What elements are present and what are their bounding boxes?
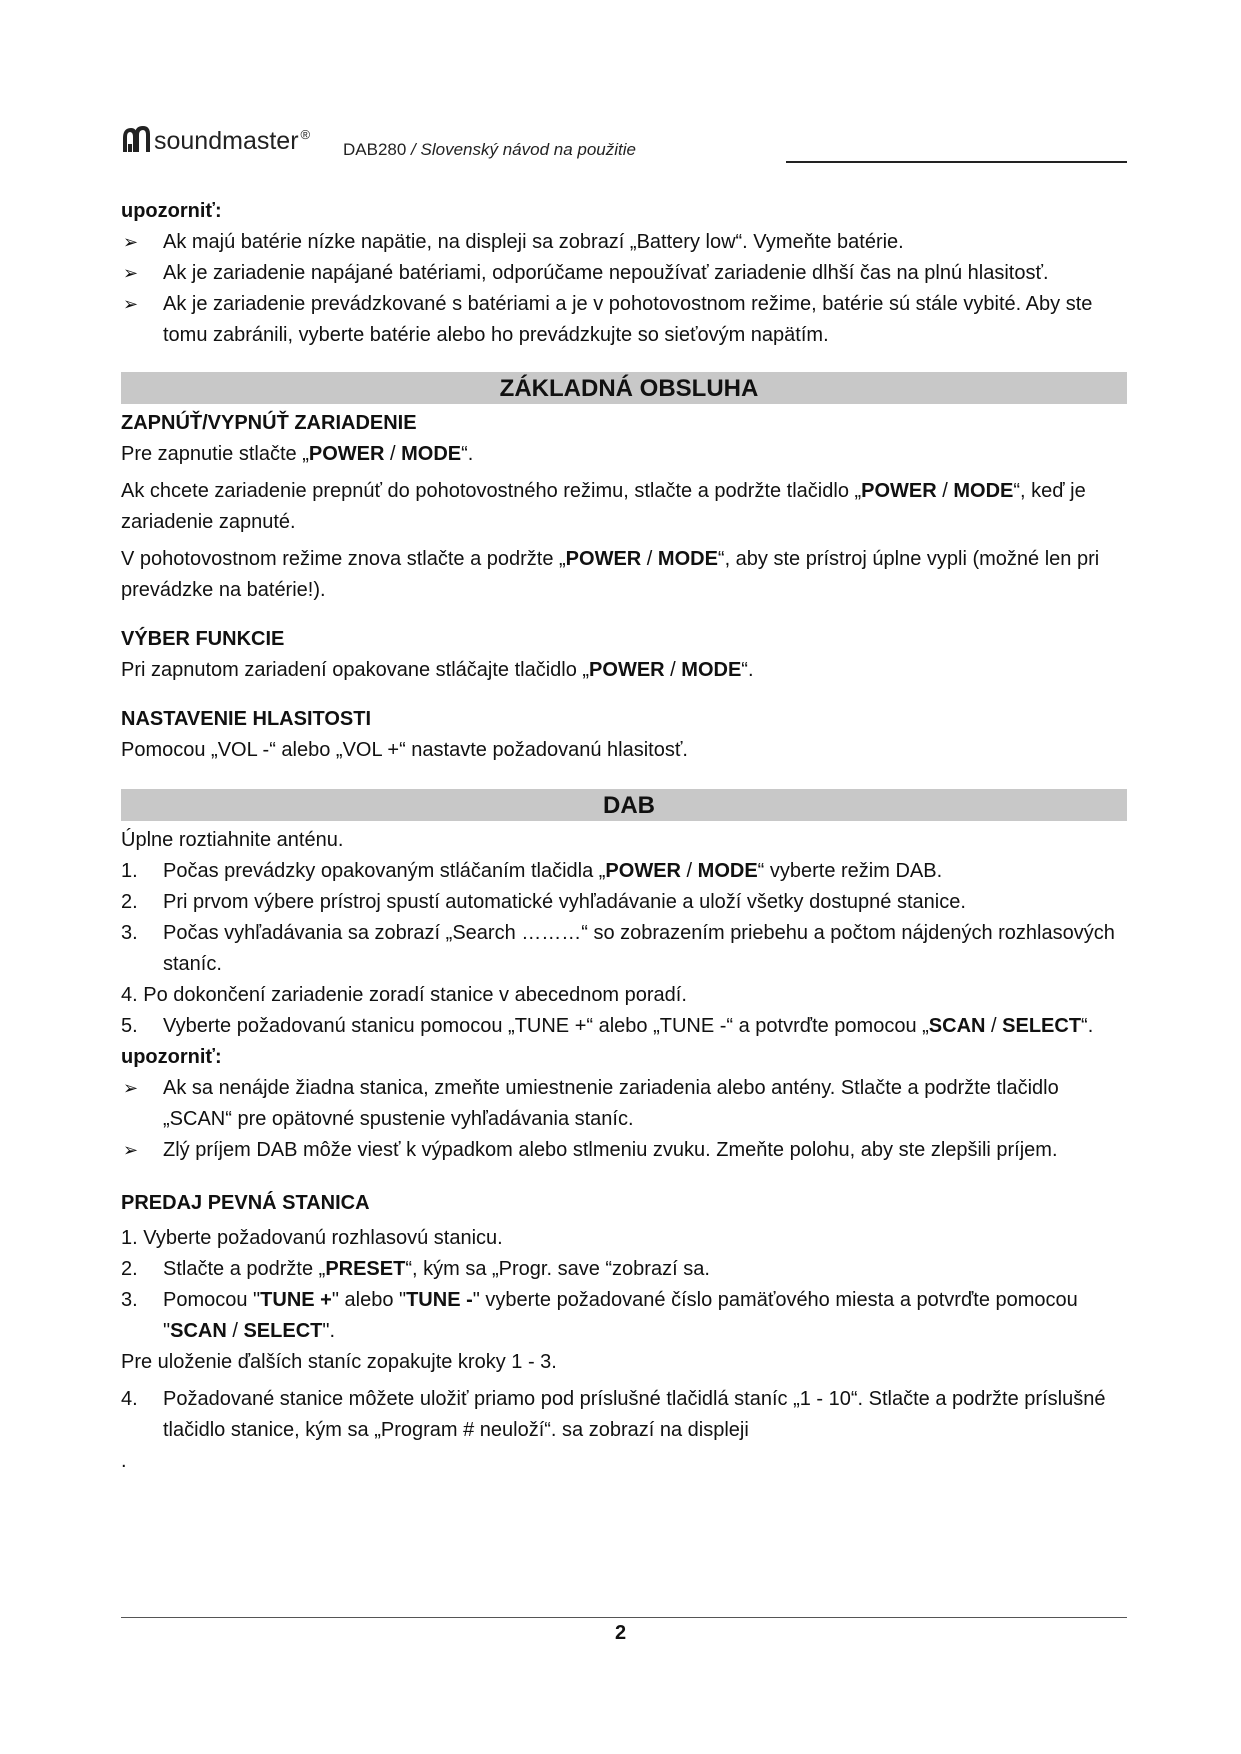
list-item: ➢ Ak sa nenájde žiadna stanica, zmeňte umiestnenie zariadenia alebo antény. Stlačte a podržte tlačidlo „SCAN“ pre opätovné spustenie vyhľadávania staníc. bbox=[121, 1073, 1127, 1135]
page-number: 2 bbox=[614, 1622, 627, 1644]
subsection-title-power: ZAPNÚŤ/VYPNÚŤ ZARIADENIE bbox=[121, 412, 417, 434]
subsection-title-preset: PREDAJ PEVNÁ STANICA bbox=[121, 1192, 370, 1214]
list-item: 1. Počas prevádzky opakovaným stláčaním tlačidla „POWER / MODE“ vyberte režim DAB. bbox=[121, 860, 943, 882]
note-list bbox=[121, 1073, 1127, 1166]
preset-steps-cont bbox=[121, 1384, 1127, 1446]
paragraph: Pri zapnutom zariadení opakovane stláčajte tlačidlo „POWER / MODE“. bbox=[121, 659, 754, 681]
list-item: 1. Vyberte požadovanú rozhlasovú stanicu. bbox=[121, 1227, 503, 1249]
list-item: 4. Po dokončení zariadenie zoradí stanice v abecednom poradí. bbox=[121, 984, 687, 1006]
brand-logo bbox=[121, 124, 310, 154]
section-banner-dab: DAB bbox=[121, 789, 1127, 821]
document-title: DAB280 / Slovenský návod na použitie bbox=[343, 140, 636, 159]
paragraph: Úplne roztiahnite anténu. bbox=[121, 829, 344, 851]
paragraph: . bbox=[121, 1450, 127, 1472]
footer-rule bbox=[121, 1617, 1127, 1618]
paragraph: Ak chcete zariadenie prepnúť do pohotovostného režimu, stlačte a podržte tlačidlo „POWER / MODE“, keď je zariadenie zapnuté. bbox=[121, 480, 1086, 533]
paragraph: Pre zapnutie stlačte „POWER / MODE“. bbox=[121, 443, 474, 465]
section-banner-basic: ZÁKLADNÁ OBSLUHA bbox=[121, 372, 1127, 404]
subsection-title-volume: NASTAVENIE HLASITOSTI bbox=[121, 708, 372, 730]
note-list bbox=[121, 227, 1127, 351]
header-rule bbox=[786, 161, 1127, 163]
list-item: 2. Stlačte a podržte „PRESET“, kým sa „Progr. save “zobrazí sa. bbox=[121, 1258, 710, 1280]
note-title: upozorniť: bbox=[121, 200, 222, 222]
brand-name: soundmaster ® bbox=[154, 127, 311, 155]
list-item: ➢ Ak je zariadenie prevádzkované s batériami a je v pohotovostnom režime, batérie sú stále vybité. Aby ste tomu zabránili, vyberte batérie alebo ho prevádzkujte so sieťovým napätím. bbox=[121, 289, 1127, 351]
soundmaster-logo-icon bbox=[121, 124, 151, 154]
list-item: 2. Pri prvom výbere prístroj spustí automatické vyhľadávanie a uloží všetky dostupné stanice. bbox=[121, 891, 966, 913]
list-item: 5. Vyberte požadovanú stanicu pomocou „TUNE +“ alebo „TUNE -“ a potvrďte pomocou „SCAN / SELECT“. bbox=[121, 1015, 1094, 1037]
subsection-title-function: VÝBER FUNKCIE bbox=[121, 628, 285, 650]
list-item: ➢ Ak je zariadenie napájané batériami, odporúčame nepoužívať zariadenie dlhší čas na plnú hlasitosť. bbox=[121, 258, 1127, 289]
list-item: 3. Počas vyhľadávania sa zobrazí „Search ………“ so zobrazením priebehu a počtom nájdených rozhlasových staníc. bbox=[121, 922, 1115, 975]
note-title: upozorniť: bbox=[121, 1046, 222, 1068]
page-header bbox=[121, 124, 1127, 164]
paragraph: Pre uloženie ďalších staníc zopakujte kroky 1 - 3. bbox=[121, 1351, 557, 1373]
list-item: 4. Požadované stanice môžete uložiť priamo pod príslušné tlačidlá staníc „1 - 10“. Stlačte a podržte príslušné tlačidlo stanice, kým sa „Program # neuloží“. sa zobrazí na displeji bbox=[121, 1388, 1106, 1441]
paragraph: V pohotovostnom režime znova stlačte a podržte „POWER / MODE“, aby ste prístroj úplne vypli (možné len pri prevádzke na batérie!). bbox=[121, 548, 1100, 601]
list-item: ➢ Zlý príjem DAB môže viesť k výpadkom alebo stlmeniu zvuku. Zmeňte polohu, aby ste zlepšili príjem. bbox=[121, 1135, 1127, 1166]
list-item: ➢ Ak majú batérie nízke napätie, na displeji sa zobrazí „Battery low“. Vymeňte batérie. bbox=[121, 227, 1127, 258]
paragraph: Pomocou „VOL -“ alebo „VOL +“ nastavte požadovanú hlasitosť. bbox=[121, 739, 688, 761]
preset-steps bbox=[121, 1223, 1127, 1347]
list-item: 3. Pomocou "TUNE +" alebo "TUNE -" vyberte požadované číslo pamäťového miesta a potvrďte pomocou "SCAN / SELECT". bbox=[121, 1289, 1078, 1342]
dab-steps bbox=[121, 856, 1127, 1042]
page-content bbox=[121, 196, 1127, 1477]
